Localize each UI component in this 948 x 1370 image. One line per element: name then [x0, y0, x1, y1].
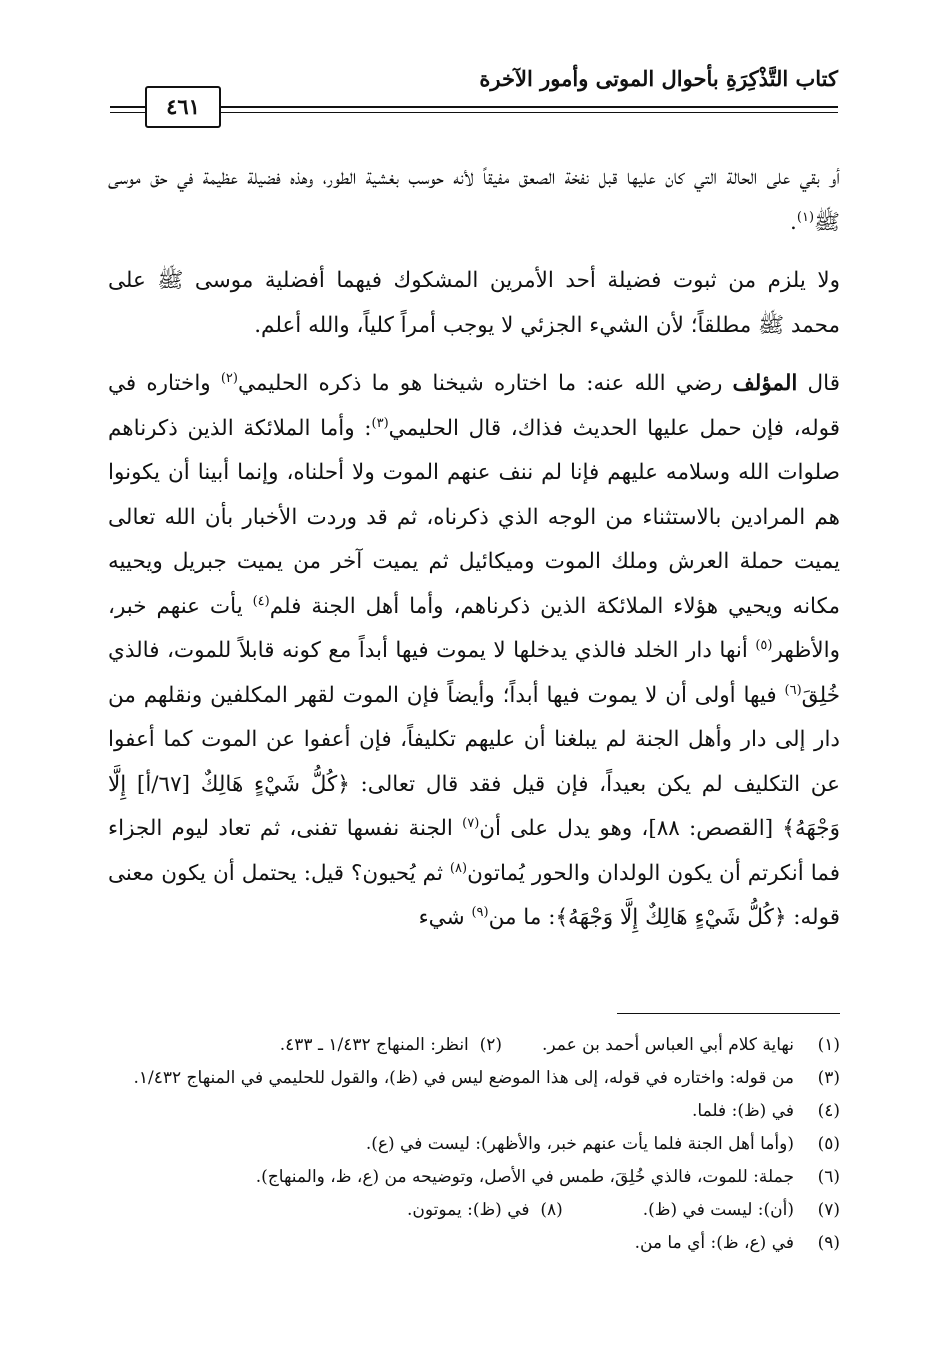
footnote-separator	[617, 1013, 840, 1014]
footnote-number: (٢)	[479, 1035, 503, 1055]
text-run: قال	[807, 371, 840, 396]
text-run: ثم يُحيون؟ قيل: يحتمل أن يكون معنى قوله: ﴿كُلُّ شَيْءٍ هَالِكٌ إِلَّا وَجْهَهُ﴾: ما من	[108, 860, 840, 930]
footnote-5	[108, 1129, 840, 1159]
footnote-ref-2[interactable]: (٢)	[220, 370, 238, 386]
text-run: الجنة نفسها تفنى، ثم تعاد ليوم الجزاء فما أنكرتم أن يكون الولدان والحور يُماتون	[108, 816, 840, 886]
footnote-text: انظر: المنهاج ١/٤٣٢ ـ ٤٣٣.	[279, 1035, 469, 1055]
text-run: أو بقي على الحالة التي كان عليها قبل نفخة الصعق مفيقاً لأنه حوسب بغشية الطور، وهذه فضيلة عظيمة في حق موسى ﷺ	[108, 165, 840, 235]
footnote-ref-1[interactable]: (١)	[796, 209, 815, 225]
footnote-6	[108, 1162, 840, 1192]
text-run: شيء	[418, 905, 465, 930]
footnote-7-8	[108, 1195, 840, 1225]
footnote-ref-8[interactable]: (٨)	[449, 860, 468, 876]
page-number: ٤٦١	[145, 86, 221, 128]
footnote-number: (٨)	[540, 1200, 563, 1220]
running-header-title: كتاب التَّذْكِرَةِ بأحوال الموتى وأمور الآخرة	[479, 66, 838, 91]
main-text	[108, 156, 840, 941]
footnote-9	[108, 1228, 840, 1258]
footnote-text: من قوله: واختاره في قوله، إلى هذا الموضع ليس في (ظ)، والقول للحليمي في المنهاج ١/٤٣٢.	[133, 1068, 794, 1088]
footnote-number: (٥)	[817, 1134, 840, 1154]
footnotes	[108, 1030, 840, 1261]
footnote-number: (١)	[817, 1035, 840, 1055]
footnote-text: (وأما أهل الجنة فلما يأت عنهم خبر، والأظهر): ليست في (ع).	[365, 1134, 794, 1154]
text-run: يأت عنهم خبر، والأظهر	[108, 593, 840, 663]
footnote-text: في (ظ): يموتون.	[406, 1200, 530, 1220]
footnote-1-2	[108, 1030, 840, 1060]
footnote-number: (٣)	[817, 1068, 840, 1088]
footnote-ref-3[interactable]: (٣)	[371, 415, 389, 431]
footnote-ref-6[interactable]: (٦)	[784, 682, 802, 698]
footnote-number: (٧)	[817, 1200, 840, 1220]
footnote-3	[108, 1063, 840, 1093]
author-label: المؤلف	[732, 371, 798, 396]
footnote-ref-7[interactable]: (٧)	[462, 815, 480, 831]
text-run: أنها دار الخلد فالذي يدخلها لا يموت فيها أبداً مع كونه قابلاً للموت، فالذي خُلِقَ	[108, 638, 841, 708]
footnote-text: في (ع، ظ): أي ما من.	[634, 1233, 794, 1253]
footnote-number: (٤)	[817, 1101, 840, 1121]
text-run: فيها أولى أن لا يموت فيها أبداً؛ وأيضاً فإن الموت لقهر المكلفين ونقلهم من دار إلى دار وأهل الجنة لم يبلغنا أن عليهم تكليفاً، فإن أعفوا عن الموت كما أعفوا عن التكليف لم يكن بعيداً، فإن قيل فقد قال تعالى: ﴿كُلُّ شَيْءٍ هَالِكٌ [٦٧/أ] إِلَّا وَجْهَهُ﴾ [القصص: ٨٨]، وهو يدل على أن	[108, 682, 840, 841]
text-run: .	[790, 209, 797, 235]
footnote-ref-9[interactable]: (٩)	[471, 904, 489, 920]
footnote-text: في (ظ): فلما.	[692, 1101, 794, 1121]
footnote-4	[108, 1096, 840, 1126]
paragraph-1	[108, 156, 840, 245]
paragraph-3	[108, 362, 840, 941]
paragraph-2: ولا يلزم من ثبوت فضيلة أحد الأمرين المشكوك فيهما أفضلية موسى ﷺ على محمد ﷺ مطلقاً؛ لأن الشيء الجزئي لا يوجب أمراً كلياً، والله أعلم.	[108, 268, 840, 338]
footnote-text: نهاية كلام أبي العباس أحمد بن عمر.	[542, 1035, 794, 1055]
footnote-ref-5[interactable]: (٥)	[755, 637, 773, 653]
text-run: : وأما الملائكة الذين ذكرناهم صلوات الله وسلامه عليهم فإنا لم ننف عنهم الموت ولا أحلناه، وإنما أبينا أن يكونوا هم المرادين بالاستثناء من الوجه الذي ذكرناه، ثم قد وردت الأخبار بأن الله تعالى يميت حملة العرش وملك الموت وميكائيل ثم يميت آخر من يميت جبريل ويحييه مكانه ويحيي هؤلاء الملائكة الذين ذكرناهم، وأما أهل الجنة فلم	[108, 415, 840, 619]
text-run: واختاره في قوله، فإن حمل عليها الحديث فذاك، قال الحليمي	[108, 371, 841, 441]
footnote-text: (أن): ليست في (ظ).	[642, 1200, 794, 1220]
footnote-text: جملة: للموت، فالذي خُلِقَ، طمس في الأصل، وتوضيحه من (ع، ظ، والمنهاج).	[255, 1167, 794, 1187]
footnote-ref-4[interactable]: (٤)	[252, 593, 270, 609]
footnote-number: (٦)	[817, 1167, 840, 1187]
text-run: رضي الله عنه: ما اختاره شيخنا هو ما ذكره الحليمي	[237, 371, 723, 396]
footnote-number: (٩)	[817, 1233, 840, 1253]
